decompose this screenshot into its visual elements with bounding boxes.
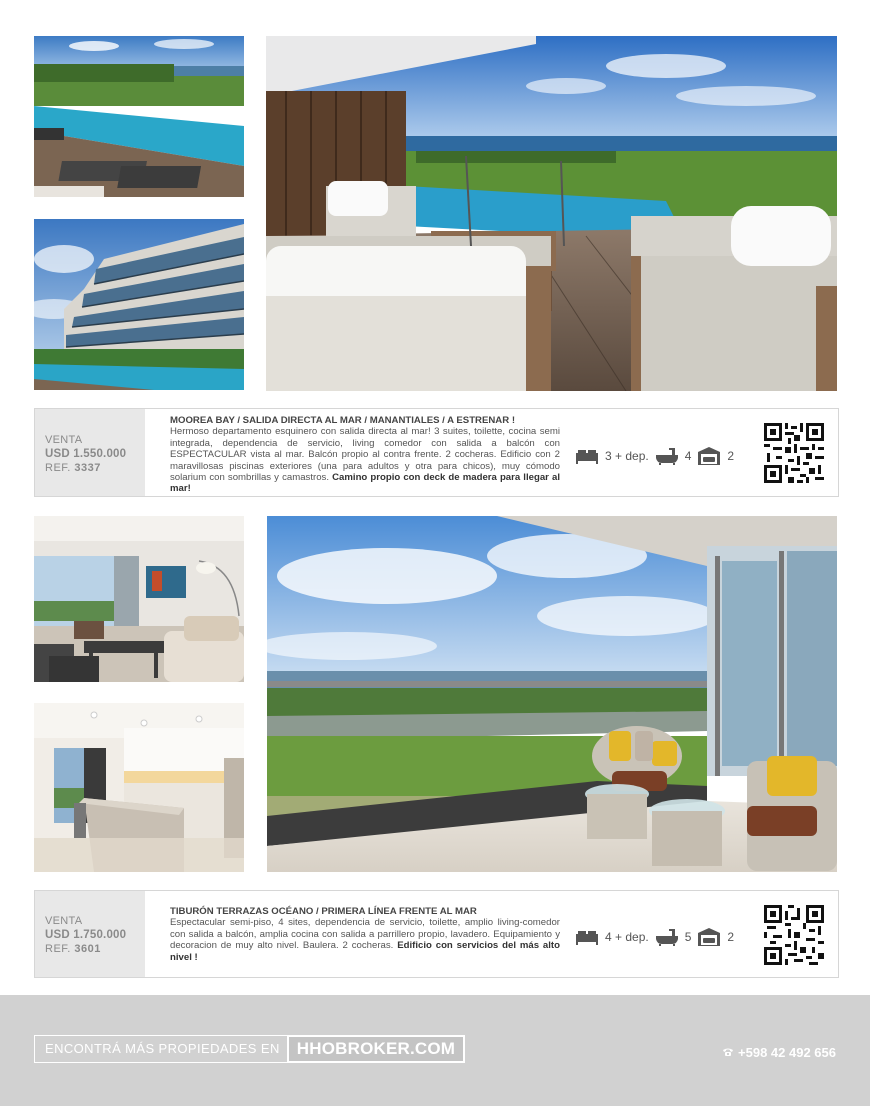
website-link[interactable]: HHOBROKER.COM (287, 1035, 465, 1063)
photo-kitchen (34, 703, 244, 872)
price: USD 1.750.000 (45, 929, 127, 941)
bathtub-icon (655, 927, 679, 947)
qr-code[interactable] (764, 905, 824, 965)
price-box (35, 409, 145, 496)
listing-title: TIBURÓN TERRAZAS OCÉANO / PRIMERA LÍNEA FRENTE AL MAR (170, 906, 477, 917)
ref-label: REF. (45, 943, 71, 955)
price: USD 1.550.000 (45, 448, 127, 460)
reference (45, 943, 101, 955)
sale-label: VENTA (45, 915, 83, 927)
reference (45, 462, 101, 474)
photo-pool-deck (34, 36, 244, 197)
features (575, 446, 740, 466)
features (575, 927, 740, 947)
footer (0, 995, 870, 1106)
bedrooms-value: 3 + dep. (605, 449, 649, 463)
bed-icon (575, 446, 599, 466)
photo-balcony-ocean-view (267, 516, 837, 872)
photo-terrace-ocean-view (266, 36, 837, 391)
garages-value: 2 (727, 930, 735, 944)
listing-body: Espectacular semi-piso, 4 sites, dependencia de servicio, toilette, amplio living-comedor con salida a balcón, amplia cocina con salida a parrillero propio, lavadero. Equipamiento y decoracion de muy alto nivel. Baulera. 2 cocheras. (170, 917, 560, 952)
bathrooms-value: 5 (684, 930, 692, 944)
phone-contact[interactable] (722, 1045, 836, 1060)
bed-icon (575, 927, 599, 947)
listing-description (170, 415, 560, 495)
listing-highlight: Camino propio con deck de madera para llegar al mar! (170, 472, 560, 495)
bedrooms-value: 4 + dep. (605, 930, 649, 944)
garages-value: 2 (727, 449, 735, 463)
ref-number: 3337 (74, 462, 101, 474)
garage-icon (697, 446, 721, 466)
phone-number[interactable]: +598 42 492 656 (738, 1045, 836, 1060)
listing-info-2 (34, 890, 839, 978)
website-cta[interactable] (34, 1035, 465, 1063)
listing-body: Hermoso departamento esquinero con salida directa al mar! 3 suites, toilette, cocina semi integrada, dependencia de servicio, living comedor con salida a balcón con ESPECTACULAR vista al mar. Balcón propio al contra frente. 2 cocheras. Edificio con 2 maravillosas piscinas exteriores (una para adultos y otra para chicos), muy cómodo solarium con sombrillas y camastros. (170, 426, 560, 484)
qr-code[interactable] (764, 423, 824, 483)
garage-icon (697, 927, 721, 947)
ref-number: 3601 (74, 943, 101, 955)
listing-description (170, 906, 560, 963)
photo-living-room (34, 516, 244, 682)
photo-building-exterior (34, 219, 244, 390)
listing-highlight: Edificio con servicios del más alto nivel ! (170, 940, 560, 963)
listing-title: MOOREA BAY / SALIDA DIRECTA AL MAR / MANANTIALES / A ESTRENAR ! (170, 415, 516, 426)
listing-info-1 (34, 408, 839, 497)
cta-text: ENCONTRÁ MÁS PROPIEDADES EN (45, 1041, 280, 1056)
price-box (35, 891, 145, 977)
phone-icon (722, 1045, 734, 1060)
sale-label: VENTA (45, 434, 83, 446)
bathrooms-value: 4 (684, 449, 692, 463)
ref-label: REF. (45, 462, 71, 474)
bathtub-icon (655, 446, 679, 466)
